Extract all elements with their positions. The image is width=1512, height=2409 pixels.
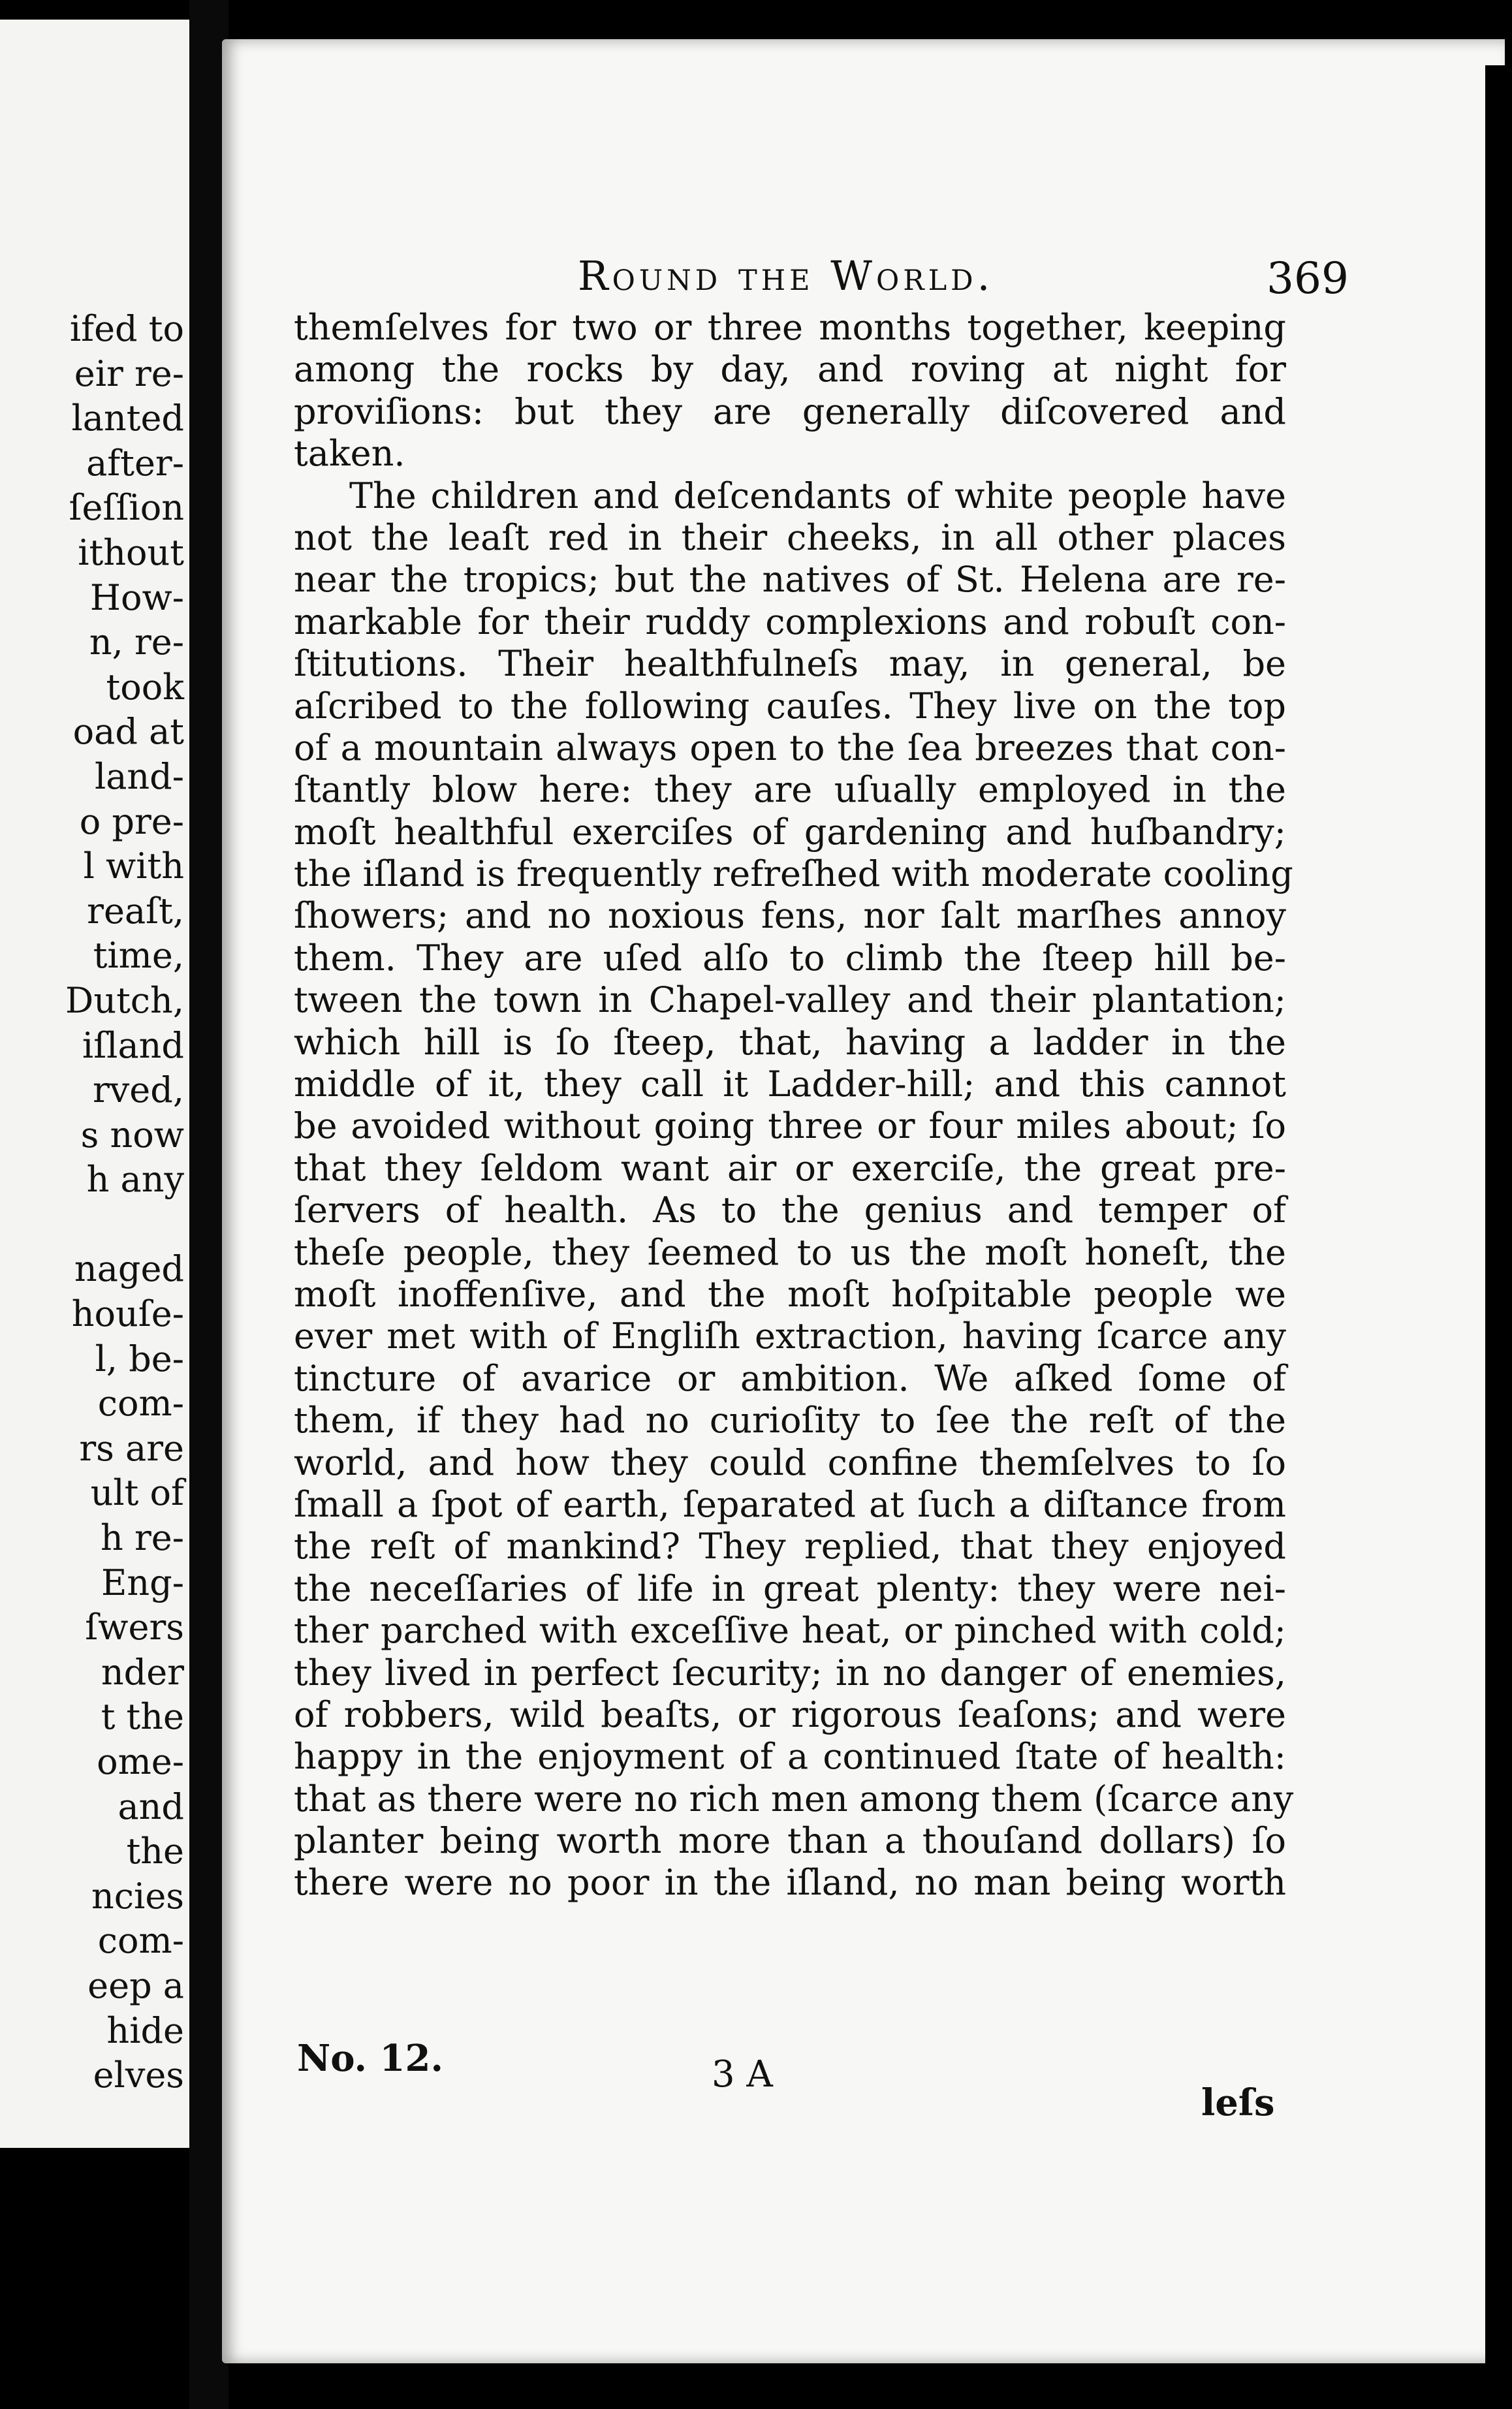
body-text [294,307,1294,1904]
body-line: The children and deſcendants of white people have [349,475,1286,516]
left-fragment-line: iſland [82,1024,184,1066]
left-fragment-line: o pre- [79,800,184,842]
left-fragment-line: com- [97,1383,184,1425]
body-line: there were no poor in the iſland, no man being worth [294,1862,1286,1904]
left-fragment-line: rved, [92,1069,184,1111]
body-line: proviſions: but they are generally diſcovered and [294,390,1286,432]
left-fragment-line: ome- [97,1741,184,1782]
body-line: planter being worth more than a thouſand dollars) ſo [294,1820,1286,1862]
left-page-fragments [27,307,184,2098]
left-fragment-line: Dutch, [65,979,184,1021]
left-fragment-line: time, [93,935,184,977]
body-line: taken. [294,433,405,475]
left-fragment-line: eir re- [74,353,184,394]
left-fragment-line: l with [83,845,184,887]
left-fragment-line: and [118,1786,184,1827]
left-fragment-line: Eng- [101,1562,184,1603]
left-fragment-line: after- [86,442,184,484]
body-line: which hill is ſo ſteep, that, having a ladder in the [294,1021,1286,1063]
left-fragment-line: h re- [101,1517,184,1559]
body-line: of a mountain always open to the ſea breezes that con- [294,727,1286,768]
body-line: ſervers of health. As to the genius and temper of [294,1189,1286,1231]
left-fragment-line: took [106,666,184,708]
body-line: markable for their ruddy complexions and robuſt con- [294,601,1286,642]
body-line: ſtantly blow here: they are uſually employed in the [294,769,1286,811]
left-fragment-line: reaſt, [87,890,184,932]
left-fragment-line: rs are [79,1427,184,1469]
body-line: be avoided without going three or four miles about; ſo [294,1105,1286,1147]
left-fragment-line: ifed to [69,308,184,349]
left-fragment-line: houſe- [71,1293,184,1335]
left-fragment-line: l, be- [95,1338,184,1379]
left-fragment-line: How- [89,576,184,618]
left-fragment-line: elves [93,2055,184,2096]
signature-number: No. 12. [297,2037,443,2080]
left-fragment-line: ult of [90,1472,184,1514]
body-line: near the tropics; but the natives of St. Helena are re- [294,559,1286,601]
left-fragment-line: oad at [72,711,184,753]
left-fragment-line: h any [86,1159,184,1201]
left-fragment-line: naged [74,1248,184,1290]
body-line: ſtitutions. Their healthfulneſs may, in general, be [294,643,1286,685]
body-line: among the rocks by day, and roving at night for [294,349,1286,390]
body-line: the iſland is frequently refreſhed with moderate cooling [294,853,1293,895]
body-line: they lived in perfect ſecurity; in no danger of enemies, [294,1652,1286,1693]
body-line: themſelves for two or three months together, keeping [294,307,1286,348]
left-fragment-line: lanted [71,398,184,439]
left-fragment-line: hide [106,2009,184,2051]
left-fragment-line: com- [97,1920,184,1962]
left-fragment-line: the [126,1831,184,1872]
body-line: not the leaſt red in their cheeks, in all other places [294,516,1286,558]
left-fragment-line: s now [80,1114,184,1156]
body-line: the neceſſaries of life in great plenty: they were nei- [294,1567,1286,1609]
left-fragment-line: n, re- [89,622,184,663]
body-line: middle of it, they call it Ladder-hill; and this cannot [294,1063,1286,1105]
running-head: Round the World. [578,252,994,300]
signature-mark: 3 A [712,2053,773,2096]
left-fragment-line: ithout [78,531,184,573]
catchword: leſs [1201,2081,1275,2124]
left-fragment-line: ſwers [85,1607,184,1648]
body-line: that as there were no rich men among them (ſcarce any [294,1778,1294,1819]
body-line: tween the town in Chapel-valley and their plantation; [294,979,1286,1021]
body-line: happy in the enjoyment of a continued ſtate of health: [294,1736,1286,1778]
left-fragment-line: ſeſſion [69,487,184,529]
body-line: ever met with of Engliſh extraction, having ſcarce any [294,1315,1286,1357]
body-line: aſcribed to the following cauſes. They live on the top [294,685,1286,727]
body-line: them. They are uſed alſo to climb the ſteep hill be- [294,937,1286,979]
page-edge-shadow [1485,65,1512,2409]
body-line: moſt inoffenſive, and the moſt hoſpitable people we [294,1273,1286,1315]
body-line: the reſt of mankind? They replied, that they enjoyed [294,1526,1286,1567]
body-line: of robbers, wild beaſts, or rigorous ſeaſons; and were [294,1693,1286,1735]
left-fragment-line: ncies [91,1875,184,1917]
body-line: them, if they had no curioſity to ſee the reſt of the [294,1400,1286,1441]
left-fragment-line [27,1203,184,1248]
body-line: tincture of avarice or ambition. We aſked ſome of [294,1357,1286,1399]
body-line: moſt healthful exerciſes of gardening and huſbandry; [294,811,1286,853]
body-line: that they ſeldom want air or exerciſe, the great pre- [294,1147,1286,1189]
body-line: world, and how they could confine themſelves to ſo [294,1441,1286,1483]
body-line: ſmall a ſpot of earth, ſeparated at ſuch a diſtance from [294,1483,1286,1525]
body-line: ther parched with exceſſive heat, or pinched with cold; [294,1610,1286,1652]
left-fragment-line: nder [101,1651,184,1693]
left-fragment-line: eep a [87,1964,184,2006]
body-line: ſhowers; and no noxious fens, nor ſalt marſhes annoy [294,895,1286,937]
left-page [0,20,193,2148]
page-number: 369 [1267,253,1349,304]
body-line: theſe people, they ſeemed to us the moſt honeſt, the [294,1231,1286,1273]
left-fragment-line: land- [94,755,184,797]
left-fragment-line: t the [101,1696,184,1738]
